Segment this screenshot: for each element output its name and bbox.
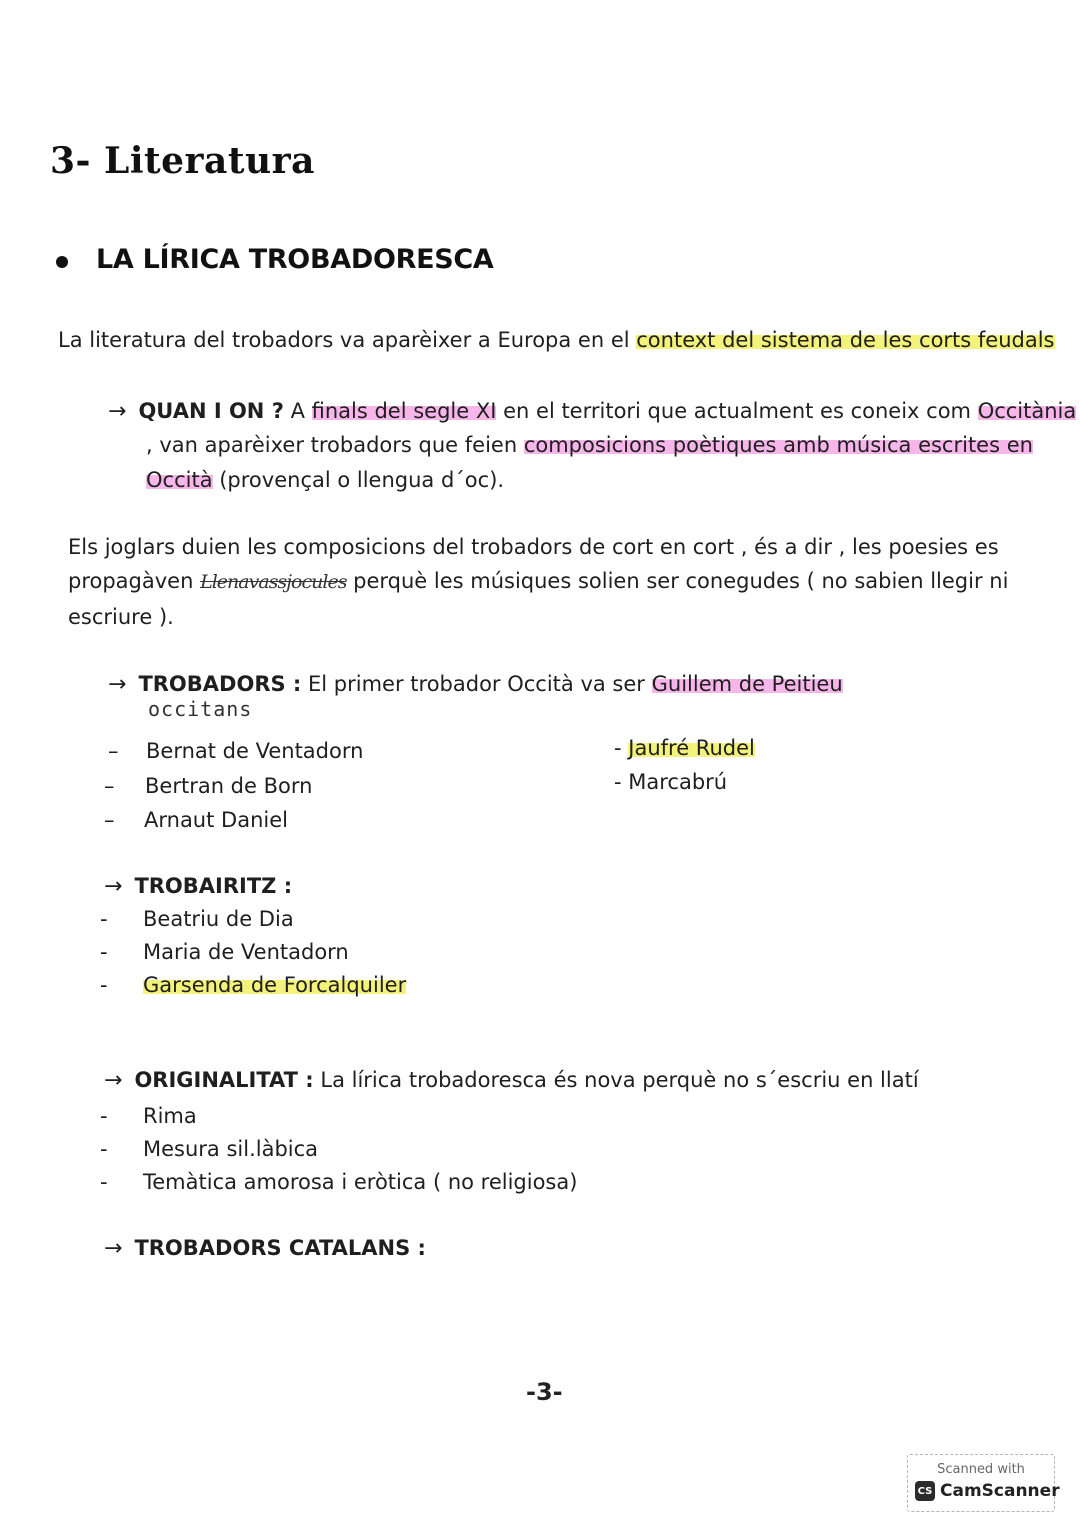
list-item: Beatriu de Dia — [143, 907, 294, 931]
list-dash: – — [104, 774, 115, 798]
list-dash: - — [100, 907, 108, 931]
catalans-line — [104, 1231, 426, 1266]
quan-highlight-3: composicions poètiques amb música escrites en — [523, 433, 1033, 457]
list-item: Bernat de Ventadorn — [146, 739, 364, 763]
intro-highlight: context del sistema de les corts feudals — [636, 328, 1055, 352]
list-dash: - — [100, 1137, 108, 1161]
arrow-icon: → — [104, 874, 123, 899]
handwritten-note: occitans — [148, 697, 253, 721]
list-dash: – — [108, 739, 119, 763]
originalitat-line — [104, 1063, 919, 1098]
joglars-text-a: propagàven — [68, 569, 201, 593]
catalans-label: TROBADORS CATALANS : — [134, 1236, 426, 1260]
joglars-line-1: Els joglars duien les composicions del trobadors de cort en cort , és a dir , les poesies es — [68, 535, 999, 559]
originalitat-text: La lírica trobadoresca és nova perquè no s´escriu en llatí — [313, 1068, 919, 1092]
quan-line-3 — [146, 463, 504, 497]
joglars-text-b: perquè les músiques solien ser conegudes ( no sabien llegir ni — [346, 569, 1009, 593]
highlighted-name: Jaufré Rudel — [628, 736, 755, 760]
quan-highlight-1: finals del segle XI — [311, 399, 497, 423]
list-item: Bertran de Born — [145, 774, 313, 798]
scanner-brand: CamScanner — [940, 1481, 1060, 1501]
quan-text-b: en el territori que actualment es coneix com — [496, 399, 978, 423]
list-dash: – — [104, 808, 115, 832]
list-item: Arnaut Daniel — [144, 808, 288, 832]
page-heading: 3- Literatura — [50, 140, 315, 182]
list-item-text: Marcabrú — [628, 770, 728, 794]
list-item: Temàtica amorosa i eròtica ( no religiosa) — [143, 1170, 578, 1194]
highlighted-name: Garsenda de Forcalquiler — [143, 973, 407, 997]
originalitat-label: ORIGINALITAT : — [134, 1068, 314, 1092]
list-dash: - — [614, 736, 629, 760]
arrow-icon: → — [104, 1236, 123, 1261]
list-item-right — [614, 731, 755, 765]
trobadors-highlight: Guillem de Peitieu — [651, 672, 843, 696]
trobadors-text: El primer trobador Occità va ser — [301, 672, 652, 696]
trobairitz-label: TROBAIRITZ : — [134, 874, 293, 898]
joglars-line-3: escriure ). — [68, 605, 174, 629]
trobairitz-line — [104, 869, 292, 904]
quan-highlight-4: Occità — [146, 468, 213, 492]
joglars-line-2 — [68, 564, 1008, 599]
list-item: Mesura sil.làbica — [143, 1137, 319, 1161]
bullet-dot — [56, 256, 68, 268]
scanner-top-text: Scanned with — [937, 1462, 1025, 1477]
quan-text-d: (provençal o llengua d´oc). — [212, 468, 505, 492]
intro-paragraph — [58, 323, 1055, 357]
scanner-watermark — [907, 1454, 1060, 1512]
quan-label: QUAN I ON ? — [138, 399, 284, 423]
list-item-right — [614, 765, 727, 799]
list-dash: - — [100, 973, 108, 997]
section-title: LA LÍRICA TROBADORESCA — [96, 244, 494, 275]
arrow-icon: → — [108, 672, 127, 697]
list-dash: - — [100, 1104, 108, 1128]
intro-text: La literatura del trobadors va aparèixer a Europa en el — [58, 328, 637, 352]
page-number: -3- — [526, 1378, 563, 1406]
quan-text-a: A — [283, 399, 312, 423]
list-item: Maria de Ventadorn — [143, 940, 349, 964]
trobadors-label: TROBADORS : — [138, 672, 302, 696]
list-item: Rima — [143, 1104, 197, 1128]
quan-line-1 — [108, 394, 1076, 429]
scanner-brand-row — [915, 1481, 1060, 1501]
list-dash: - — [100, 1170, 108, 1194]
arrow-icon: → — [108, 399, 127, 424]
list-dash: - — [614, 770, 629, 794]
crossed-out-word: Llenavassjocules — [200, 571, 347, 593]
quan-text-c: , van aparèixer trobadors que feien — [146, 433, 524, 457]
quan-line-2 — [146, 428, 1033, 462]
camscanner-logo-icon: CS — [915, 1481, 935, 1501]
list-item — [143, 968, 406, 1002]
arrow-icon: → — [104, 1068, 123, 1093]
list-dash: - — [100, 940, 108, 964]
quan-highlight-2: Occitània — [977, 399, 1077, 423]
